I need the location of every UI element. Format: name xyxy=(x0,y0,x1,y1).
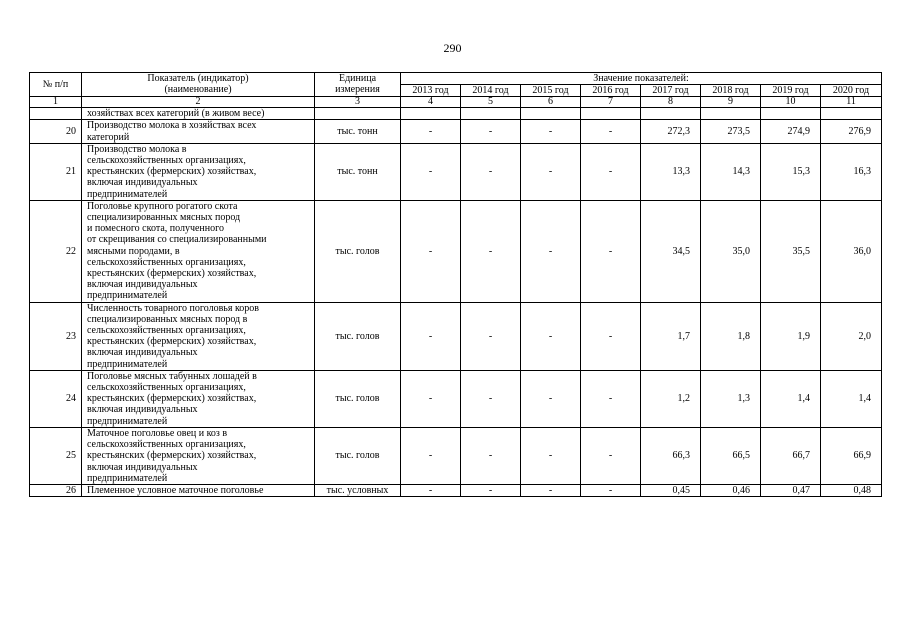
column-number: 2 xyxy=(82,97,315,108)
value-cell: - xyxy=(581,120,641,143)
indicator-name-line: и помесного скота, полученного xyxy=(87,223,224,235)
indicator-name xyxy=(82,200,315,302)
continuation-no xyxy=(30,108,82,120)
value-cell: - xyxy=(461,484,521,496)
header-indicator-line1: Показатель (индикатор) xyxy=(147,73,249,84)
header-year: 2013 год xyxy=(401,85,461,97)
table-body xyxy=(30,108,882,497)
indicator-name-line: специализированных мясных пород в xyxy=(87,313,248,325)
value-cell: - xyxy=(581,484,641,496)
header-indicator xyxy=(82,73,315,97)
indicator-name-line: крестьянских (фермерских) хозяйствах, xyxy=(87,336,257,348)
header-indicator-line2: (наименование) xyxy=(164,84,232,96)
value-cell: - xyxy=(401,200,461,302)
value-cell: 15,3 xyxy=(761,143,821,200)
empty-cell xyxy=(581,108,641,120)
continuation-text: хозяйствах всех категорий (в живом весе) xyxy=(82,108,315,120)
indicator-name-line: включая индивидуальных xyxy=(87,461,198,473)
value-cell: 276,9 xyxy=(821,120,882,143)
column-number: 11 xyxy=(821,97,882,108)
indicator-name-line: Поголовье мясных табунных лошадей в xyxy=(87,370,257,382)
indicator-name-line: Маточное поголовье овец и коз в xyxy=(87,427,228,439)
header-year: 2018 год xyxy=(701,85,761,97)
value-cell: 13,3 xyxy=(641,143,701,200)
value-cell: 14,3 xyxy=(701,143,761,200)
indicator-name-line: сельскохозяйственных организациях, xyxy=(87,155,246,167)
column-number: 8 xyxy=(641,97,701,108)
column-number: 4 xyxy=(401,97,461,108)
column-number: 10 xyxy=(761,97,821,108)
value-cell: - xyxy=(401,370,461,427)
column-number: 1 xyxy=(30,97,82,108)
row-number: 25 xyxy=(30,427,82,484)
value-cell: 0,48 xyxy=(821,484,882,496)
header-year: 2019 год xyxy=(761,85,821,97)
header-year: 2015 год xyxy=(521,85,581,97)
indicator-name xyxy=(82,143,315,200)
value-cell: 66,5 xyxy=(701,427,761,484)
header-unit-line1: Единица xyxy=(338,73,377,84)
value-cell: - xyxy=(461,302,521,370)
indicator-name xyxy=(82,427,315,484)
column-number: 5 xyxy=(461,97,521,108)
unit-cell: тыс. голов xyxy=(315,427,401,484)
value-cell: - xyxy=(521,484,581,496)
unit-cell: тыс. условных xyxy=(315,484,401,496)
value-cell: - xyxy=(581,302,641,370)
empty-cell xyxy=(315,108,401,120)
value-cell: - xyxy=(521,370,581,427)
indicator-name-line: крестьянских (фермерских) хозяйствах, xyxy=(87,166,257,178)
column-numbers-row xyxy=(30,97,882,108)
value-cell: 0,45 xyxy=(641,484,701,496)
row-number: 23 xyxy=(30,302,82,370)
indicator-name-line: предпринимателей xyxy=(87,358,168,370)
header-year: 2014 год xyxy=(461,85,521,97)
row-number: 22 xyxy=(30,200,82,302)
value-cell: - xyxy=(581,200,641,302)
indicator-name xyxy=(82,370,315,427)
value-cell: - xyxy=(521,120,581,143)
table-header xyxy=(30,73,882,108)
indicator-name-line: предпринимателей xyxy=(87,188,168,200)
value-cell: 1,4 xyxy=(821,370,882,427)
column-number: 3 xyxy=(315,97,401,108)
table-row xyxy=(30,302,882,370)
unit-cell: тыс. голов xyxy=(315,370,401,427)
value-cell: - xyxy=(521,302,581,370)
value-cell: 1,3 xyxy=(701,370,761,427)
indicator-name-line: включая индивидуальных xyxy=(87,404,198,416)
empty-cell xyxy=(521,108,581,120)
value-cell: 66,3 xyxy=(641,427,701,484)
unit-cell: тыс. тонн xyxy=(315,143,401,200)
column-number: 6 xyxy=(521,97,581,108)
empty-cell xyxy=(701,108,761,120)
value-cell: - xyxy=(401,302,461,370)
indicator-name-line: мясными породами, в xyxy=(87,245,180,257)
row-number: 24 xyxy=(30,370,82,427)
header-year: 2017 год xyxy=(641,85,701,97)
unit-cell: тыс. голов xyxy=(315,302,401,370)
indicator-name xyxy=(82,484,315,496)
value-cell: - xyxy=(461,143,521,200)
empty-cell xyxy=(821,108,882,120)
value-cell: 0,46 xyxy=(701,484,761,496)
indicator-name xyxy=(82,302,315,370)
value-cell: 1,4 xyxy=(761,370,821,427)
value-cell: 34,5 xyxy=(641,200,701,302)
table-row xyxy=(30,120,882,143)
value-cell: 1,8 xyxy=(701,302,761,370)
value-cell: 1,2 xyxy=(641,370,701,427)
indicator-name-line: Производство молока в хозяйствах всех xyxy=(87,120,257,132)
table-row xyxy=(30,143,882,200)
value-cell: - xyxy=(521,427,581,484)
indicator-name-line: от скрещивания со специализированными xyxy=(87,234,267,246)
column-number: 7 xyxy=(581,97,641,108)
unit-cell: тыс. тонн xyxy=(315,120,401,143)
indicator-name-line: сельскохозяйственных организациях, xyxy=(87,382,246,394)
value-cell: 35,5 xyxy=(761,200,821,302)
indicator-name-line: Производство молока в xyxy=(87,143,187,155)
value-cell: 272,3 xyxy=(641,120,701,143)
indicator-name-line: крестьянских (фермерских) хозяйствах, xyxy=(87,450,257,462)
value-cell: 35,0 xyxy=(701,200,761,302)
value-cell: 1,7 xyxy=(641,302,701,370)
indicator-name-line: крестьянских (фермерских) хозяйствах, xyxy=(87,393,257,405)
indicator-name-line: Численность товарного поголовья коров xyxy=(87,302,260,314)
value-cell: 274,9 xyxy=(761,120,821,143)
indicator-name-line: сельскохозяйственных организациях, xyxy=(87,256,246,268)
indicator-name-line: включая индивидуальных xyxy=(87,347,198,359)
row-number: 26 xyxy=(30,484,82,496)
indicators-table xyxy=(29,72,882,497)
page-number: 290 xyxy=(443,41,462,55)
header-no: № п/п xyxy=(30,73,82,97)
header-year: 2016 год xyxy=(581,85,641,97)
value-cell: 1,9 xyxy=(761,302,821,370)
indicator-name-line: сельскохозяйственных организациях, xyxy=(87,325,246,337)
header-year: 2020 год xyxy=(821,85,882,97)
value-cell: - xyxy=(401,484,461,496)
indicator-name-line: предпринимателей xyxy=(87,415,168,427)
value-cell: - xyxy=(461,370,521,427)
value-cell: - xyxy=(521,200,581,302)
empty-cell xyxy=(461,108,521,120)
value-cell: - xyxy=(581,370,641,427)
indicator-name xyxy=(82,120,315,143)
header-unit-line2: измерения xyxy=(335,84,380,96)
value-cell: 0,47 xyxy=(761,484,821,496)
indicator-name-line: Племенное условное маточное поголовье xyxy=(87,484,264,496)
continuation-row xyxy=(30,108,882,120)
header-values: Значение показателей: xyxy=(401,73,882,85)
value-cell: - xyxy=(401,427,461,484)
indicator-name-line: включая индивидуальных xyxy=(87,177,198,189)
value-cell: 2,0 xyxy=(821,302,882,370)
value-cell: - xyxy=(461,427,521,484)
header-unit xyxy=(315,73,401,97)
empty-cell xyxy=(401,108,461,120)
value-cell: - xyxy=(581,427,641,484)
value-cell: - xyxy=(581,143,641,200)
unit-cell: тыс. голов xyxy=(315,200,401,302)
value-cell: - xyxy=(461,120,521,143)
value-cell: 66,9 xyxy=(821,427,882,484)
indicator-name-line: включая индивидуальных xyxy=(87,279,198,291)
indicator-name-line: предпринимателей xyxy=(87,472,168,484)
value-cell: - xyxy=(521,143,581,200)
value-cell: 66,7 xyxy=(761,427,821,484)
value-cell: - xyxy=(401,143,461,200)
indicator-name-line: сельскохозяйственных организациях, xyxy=(87,439,246,451)
empty-cell xyxy=(641,108,701,120)
row-number: 21 xyxy=(30,143,82,200)
value-cell: 16,3 xyxy=(821,143,882,200)
indicator-name-line: категорий xyxy=(87,131,130,143)
empty-cell xyxy=(761,108,821,120)
indicator-name-line: предпринимателей xyxy=(87,290,168,302)
column-number: 9 xyxy=(701,97,761,108)
table-row xyxy=(30,370,882,427)
value-cell: 36,0 xyxy=(821,200,882,302)
value-cell: - xyxy=(461,200,521,302)
row-number: 20 xyxy=(30,120,82,143)
value-cell: 273,5 xyxy=(701,120,761,143)
table-row xyxy=(30,484,882,496)
table-row xyxy=(30,200,882,302)
indicator-name-line: специализированных мясных пород xyxy=(87,212,241,224)
table-row xyxy=(30,427,882,484)
indicator-name-line: крестьянских (фермерских) хозяйствах, xyxy=(87,268,257,280)
indicator-name-line: Поголовье крупного рогатого скота xyxy=(87,200,238,212)
value-cell: - xyxy=(401,120,461,143)
